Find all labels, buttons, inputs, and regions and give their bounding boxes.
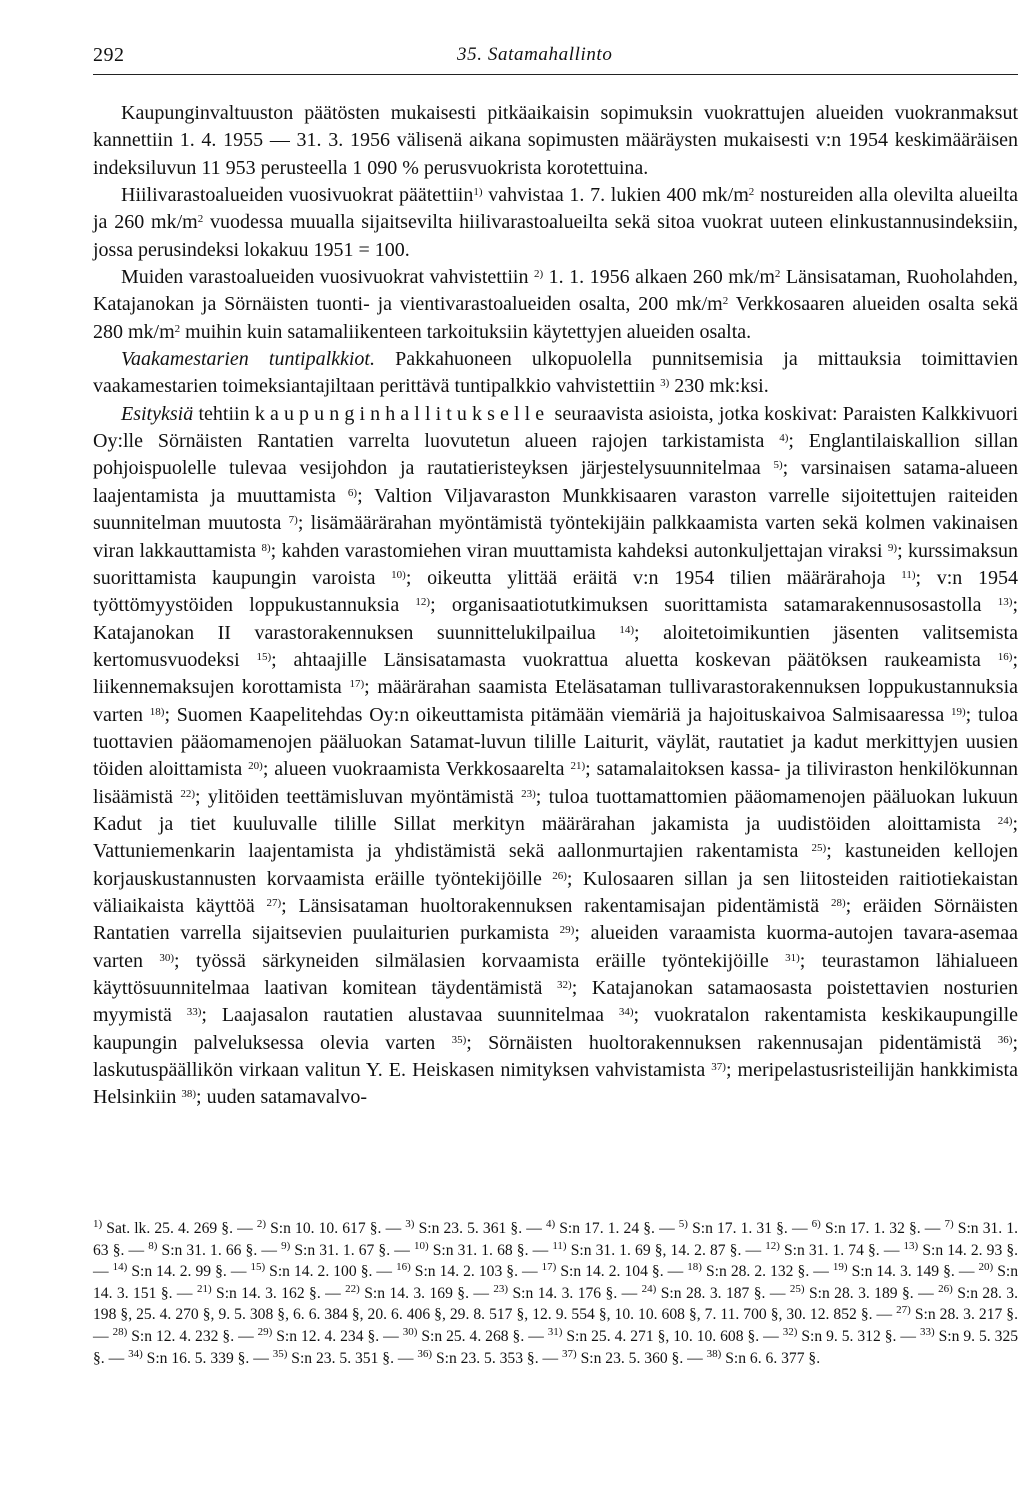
footnote: $^{7)}$ S:n 31. 1. 63 §.: [93, 1218, 1019, 1259]
footnote: $^{22)}$ S:n 14. 3. 169 §.: [345, 1282, 469, 1302]
footnote: $^{8)}$ S:n 31. 1. 66 §.: [148, 1239, 258, 1259]
text-run: ; uuden satamavalvo-: [196, 1086, 368, 1109]
text-run: ; Katajanokan satamaosasta poistettavien nosturien myymistä: [93, 977, 1018, 1027]
footnote: $^{4)}$ S:n 17. 1. 24 §.: [545, 1218, 655, 1237]
footnote-ref: 11): [901, 568, 916, 581]
text-run: Hiilivarastoalueiden vuosivuokrat päätettiin: [121, 184, 474, 207]
paragraph-weighmaster-fees: [93, 346, 1018, 401]
footnote-ref: 33): [186, 1006, 202, 1019]
text-run: ; kurssimaksun suorittamista kaupungin varoista: [93, 539, 1018, 589]
spaced-text: kaupunginhallitukselle: [254, 402, 550, 425]
footnote: $^{9)}$ S:n 31. 1. 67 §.: [281, 1239, 391, 1259]
footnote-ref: 26): [552, 869, 567, 882]
footnote-ref: 6): [347, 486, 358, 499]
text-run: ; Länsisataman huoltorakennuksen rakentamisajan pidentämistä: [281, 894, 831, 917]
footnote-ref: 29): [559, 924, 575, 937]
page-header: [93, 44, 1018, 72]
footnote-ref: 37): [711, 1061, 726, 1074]
footnote-ref: 22): [180, 787, 196, 800]
footnote: $^{12)}$ S:n 31. 1. 74 §.: [765, 1239, 880, 1259]
footnote-ref: 20): [248, 760, 263, 773]
footnote-ref: 34): [618, 1006, 634, 1019]
text-run: 1. 1. 1956 alkaen 260 mk/m: [543, 266, 775, 289]
footnote-ref: 27): [266, 896, 282, 909]
text-run: Pakkahuoneen ulkopuolella punnitsemisia ja mittauksia toimittavien vaakamestarien toimeksiantajiltaan perittävä tuntipalkkio vahvistettiin: [93, 348, 1018, 398]
footnote-ref: 9): [887, 541, 898, 554]
footnote-ref: 8): [261, 541, 271, 554]
footnote-ref: 21): [570, 760, 586, 773]
footnote-ref: 24): [997, 814, 1013, 827]
paragraph-storage-rents: [93, 264, 1018, 346]
footnote: $^{36)}$ S:n 23. 5. 353 §.: [417, 1347, 539, 1367]
footnote: $^{20)}$ S:n 14. 3. 151 §.: [93, 1261, 1019, 1302]
footnote-ref: 28): [830, 896, 846, 909]
footnote-ref: 1): [473, 186, 483, 199]
text-run: ; satamalaitoksen kassa- ja tiliviraston henkilökunnan lisäämistä: [93, 758, 1018, 808]
text-run: nostureiden alla olevilta alueilta ja 260 mk/m: [93, 184, 1019, 234]
text-run: ; Valtion Viljavaraston Munkkisaaren varaston varrelle sijoitettujen raiteiden suunnitelman muutosta: [93, 484, 1018, 535]
footnote: $^{14)}$ S:n 14. 2. 99 §.: [112, 1261, 227, 1281]
text-run: ; kahden varastomiehen viran muuttamista kahdeksi autonkuljettajan viraksi: [270, 539, 888, 562]
footnote: $^{1)}$ Sat. lk. 25. 4. 269 §.: [93, 1218, 233, 1237]
header-rule: [93, 74, 1018, 75]
text-run: ; teurastamon lähialueen käyttösuunnitelmaa laativan komitean täydentämistä: [93, 949, 1018, 999]
text-run: ; Katajanokan II varastorakennuksen suunnittelukilpailua: [93, 594, 1018, 644]
text-run: ; vuokratalon rakentamista keskikaupungille kaupungin palveluksessa olevia varten: [93, 1004, 1019, 1054]
running-head: 35. Satamahallinto: [457, 44, 613, 65]
footnote: $^{24)}$ S:n 28. 3. 187 §.: [641, 1282, 766, 1302]
footnote: $^{29)}$ S:n 12. 4. 234 §.: [257, 1325, 380, 1345]
paragraph-proposals: [93, 401, 1018, 1112]
footnote: $^{28)}$ S:n 12. 4. 232 §.: [112, 1325, 235, 1345]
footnote: $^{26)}$ S:n 28. 3. 198 §, 25. 4. 270 §, 9. 5. 308 §, 6. 6. 384 §, 20. 6. 406 §, 29. 8. 517 §, 12. 9. 554 §, 10. 10. 608 §, 7. 11. 700 §, 30. 12. 852 §.: [93, 1282, 1019, 1324]
superscript: 2: [197, 213, 204, 226]
text-run: ; Sörnäisten huoltorakennuksen rakennusajan pidentämistä: [466, 1031, 998, 1054]
paragraph-heading: Esityksiä: [121, 402, 194, 425]
footnote-ref: 31): [785, 951, 800, 964]
text-run: tehtiin: [193, 402, 255, 425]
text-run: ; tuloa tuottamattomien pääomamenojen pääluokan lukuun Kadut ja tiet kuuluvalle tilille Sillat merkityn määrärahan jakamista ja uudistöiden aloittamista: [93, 785, 1018, 835]
footnote-ref: 16): [997, 650, 1013, 663]
footnote: $^{35)}$ S:n 23. 5. 351 §.: [272, 1347, 394, 1367]
text-run: ; meripelastusristeilijän hankkimista Helsinkiin: [93, 1059, 1018, 1109]
footnote: $^{11)}$ S:n 31. 1. 69 §, 14. 2. 87 §.: [552, 1239, 742, 1259]
footnote: $^{32)}$ S:n 9. 5. 312 §.: [782, 1325, 897, 1345]
text-run: ; Englantilaiskallion sillan pohjoispuolelle tulevaa vesijohdon ja rautatieristeyksen järjestelysuunnitelmaa: [93, 430, 1018, 480]
text-run: ; oikeutta ylittää eräitä v:n 1954 tilien määrärahoja: [405, 566, 902, 589]
footnote: $^{19)}$ S:n 14. 3. 149 §.: [832, 1261, 955, 1281]
footnote: $^{10)}$ S:n 31. 1. 68 §.: [413, 1239, 529, 1259]
footnote: $^{25)}$ S:n 28. 3. 189 §.: [789, 1282, 914, 1302]
text-run: ; tuloa tuottavien pääomamenojen pääluokan Satamat-luvun tilille Laiturit, väylät, rautatiet ja kadut merkittyjen uusien töiden aloittamista: [93, 703, 1019, 781]
footnote-ref: 23): [521, 787, 536, 800]
text-run: ; Vattuniemenkarin laajentamista ja yhdistämistä sekä aallonmurtajien rakentamista: [93, 812, 1018, 863]
footnote-ref: 32): [557, 979, 572, 991]
text-run: ; kastuneiden kellojen korjauskustannusten korvaamista eräille työntekijöille: [93, 840, 1018, 890]
text-run: ; alueen vuokraamista Verkkosaarelta: [262, 758, 571, 781]
text-run: ; organisaatiotutkimuksen suorittamista satamarakennusosastolla: [430, 594, 998, 617]
footnote-list: $^{1)}$ Sat. lk. 25. 4. 269 §. — $^{2)}$ S:n 10. 10. 617 §. — $^{3)}$ S:n 23. 5. 361 §. — $^{4)}$ S:n 17. 1. 24 §. — $^{5)}$ S:n 17. 1. 31 §. — $^{6)}$ S:n 17. 1. 32 §. — $^{7)}$ S:n 31. 1. 63 §. — $^{8)}$ S:n 31. 1. 66 §. — $^{9)}$ S:n 31. 1. 67 §. — $^{10)}$ S:n 31. 1. 68 §. — $^{11)}$ S:n 31. 1. 69 §, 14. 2. 87 §. — $^{12)}$ S:n 31. 1. 74 §. — $^{13)}$ S:n 14. 2. 93 §. — $^{14)}$ S:n 14. 2. 99 §. — $^{15)}$ S:n 14. 2. 100 §. — $^{16)}$ S:n 14. 2. 103 §. — $^{17)}$ S:n 14. 2. 104 §. — $^{18)}$ S:n 28. 2. 132 §. — $^{19)}$ S:n 14. 3. 149 §. — $^{20)}$ S:n 14. 3. 151 §. — $^{21)}$ S:n 14. 3. 162 §. — $^{22)}$ S:n 14. 3. 169 §. — $^{23)}$ S:n 14. 3. 176 §. — $^{24)}$ S:n 28. 3. 187 §. — $^{25)}$ S:n 28. 3. 189 §. — $^{26)}$ S:n 28. 3. 198 §, 25. 4. 270 §, 9. 5. 308 §, 6. 6. 384 §, 20. 6. 406 §, 29. 8. 517 §, 12. 9. 554 §, 10. 10. 608 §, 7. 11. 700 §, 30. 12. 852 §. — $^{27)}$ S:n 28. 3. 217 §. — $^{28)}$ S:n 12. 4. 232 §. — $^{29)}$ S:n 12. 4. 234 §. — $^{30)}$ S:n 25. 4. 268 §. — $^{31)}$ S:n 25. 4. 271 §, 10. 10. 608 §. — $^{32)}$ S:n 9. 5. 312 §. — $^{33)}$ S:n 9. 5. 325 §. — $^{34)}$ S:n 16. 5. 339 §. — $^{35)}$ S:n 23. 5. 351 §. — $^{36)}$ S:n 23. 5. 353 §. — $^{37)}$ S:n 23. 5. 360 §. — $^{38)}$ S:n 6. 6. 377 §.: [93, 1218, 1019, 1367]
text-run: ; aloitetoimikuntien jäsenten valitsemista kertomusvuodeksi: [93, 621, 1018, 671]
footnote: $^{38)}$ S:n 6. 6. 377 §.: [706, 1347, 821, 1367]
text-run: ; eräiden Sörnäisten Rantatien varrella sijaitsevien puulaiturien purkamista: [93, 894, 1018, 945]
footnote: $^{34)}$ S:n 16. 5. 339 §.: [128, 1347, 250, 1367]
text-run: ; v:n 1954 työttömyystöiden loppukustannuksia: [93, 566, 1019, 617]
footnote-ref: 7): [288, 514, 298, 527]
footnote: $^{3)}$ S:n 23. 5. 361 §.: [405, 1218, 523, 1237]
text-run: ; liikennemaksujen korottamista: [93, 648, 1018, 699]
text-run: ; alueiden varaamista kuorma-autojen tavara-asemaa varten: [93, 922, 1018, 972]
footnote-ref: 25): [811, 842, 827, 855]
footnote: $^{33)}$ S:n 9. 5. 325 §.: [93, 1325, 1019, 1367]
text-run: ; työssä särkyneiden silmälasien korvaamista eräille työntekijöille: [174, 949, 786, 972]
text-run: muihin kuin satamaliikenteen tarkoituksiin käytettyjen alueiden osalta.: [180, 320, 752, 343]
text-run: ; varsinaisen satama-alueen laajentamista ja muuttamista: [93, 457, 1018, 507]
footnote-ref: 35): [451, 1033, 467, 1046]
footnote: $^{37)}$ S:n 23. 5. 360 §.: [562, 1347, 684, 1367]
footnote-ref: 10): [391, 568, 406, 581]
footnote: $^{6)}$ S:n 17. 1. 32 §.: [811, 1218, 921, 1237]
footnote-ref: 12): [415, 596, 431, 609]
text-run: 230 mk:ksi.: [669, 375, 769, 398]
page-number: 292: [93, 44, 125, 66]
footnote-ref: 30): [159, 951, 175, 964]
footnote-ref: 38): [181, 1088, 197, 1101]
footnote-ref: 4): [779, 432, 789, 445]
text-run: ; ahtaajille Länsisatamasta vuokrattua aluetta koskevan päätöksen raukeamista: [271, 648, 998, 671]
superscript: 2: [774, 268, 781, 281]
text-run: ; määrärahan saamista Eteläsataman tullivarastorakennuksen loppukustannuksia varten: [93, 676, 1018, 726]
footnote-ref: 3): [660, 377, 670, 390]
footnotes: [93, 1218, 1018, 1369]
text-run: Muiden varastoalueiden vuosivuokrat vahvistettiin: [121, 266, 534, 289]
footnote: $^{30)}$ S:n 25. 4. 268 §.: [402, 1325, 525, 1345]
footnote-ref: 18): [149, 705, 165, 718]
text-run: vahvistaa 1. 7. lukien 400 mk/m: [482, 184, 749, 207]
superscript: 2: [748, 186, 755, 199]
text-run: ; Laajasalon rautatien alustavaa suunnitelmaa: [201, 1004, 619, 1027]
footnote: $^{27)}$ S:n 28. 3. 217 §.: [896, 1304, 1018, 1324]
footnote-ref: 2): [533, 268, 544, 281]
text-run: ; laskutuspäällikön virkaan valitun Y. E. Heiskasen nimityksen vahvistamista: [93, 1031, 1018, 1082]
text-run: Länsisataman, Ruoholahden, Katajanokan ja Sörnäisten tuonti- ja vientivarastoalueiden osalta, 200 mk/m: [93, 266, 1018, 316]
footnote: $^{15)}$ S:n 14. 2. 100 §.: [250, 1261, 373, 1281]
paragraph-coal-storage-rents: [93, 182, 1018, 264]
footnote: $^{2)}$ S:n 10. 10. 617 §.: [256, 1218, 382, 1237]
footnote: $^{31)}$ S:n 25. 4. 271 §, 10. 10. 608 §.: [547, 1325, 760, 1345]
text-run: ; ylitöiden teettämisluvan myöntämistä: [195, 785, 522, 808]
paragraph-heading: Vaakamestarien tuntipalkkiot.: [121, 348, 375, 371]
text-run: vuodessa muualla sijaitsevilta hiilivarastoalueilta sekä sitoa vuokrat uuteen elinkustannusindeksiin, jossa perusindeksi lokakuu 1951 = 100.: [93, 211, 1018, 261]
text-run: seuraavista asioista, jotka koskivat: Paraisten Kalkkivuori Oy:lle Sörnäisten Rantatien varrelta luovutetun alueen rajojen tarkistamista: [93, 402, 1019, 453]
footnote-ref: 13): [997, 596, 1013, 609]
footnote-ref: 36): [997, 1033, 1013, 1046]
footnote: $^{18)}$ S:n 28. 2. 132 §.: [687, 1261, 810, 1281]
footnote: $^{17)}$ S:n 14. 2. 104 §.: [541, 1261, 664, 1281]
footnote: $^{5)}$ S:n 17. 1. 31 §.: [678, 1218, 788, 1237]
footnote: $^{16)}$ S:n 14. 2. 103 §.: [396, 1261, 518, 1281]
footnote-ref: 14): [619, 623, 635, 636]
text-run: ; Suomen Kaapelitehdas Oy:n oikeuttamista pitämään viemäriä ja hajoituskaivoa Salmisaaressa: [164, 703, 951, 726]
body-text: [93, 100, 1018, 1112]
footnote-ref: 5): [773, 459, 783, 472]
text-run: Verkkosaaren alueiden osalta sekä 280 mk/m: [93, 293, 1018, 343]
footnote: $^{23)}$ S:n 14. 3. 176 §.: [493, 1282, 618, 1302]
paragraph-rent-indexation: Kaupunginvaltuuston päätösten mukaisesti pitkäaikaisin sopimuksin vuokrattujen alueiden vuokranmaksut kannettiin 1. 4. 1955 — 31. 3. 1956 välisenä aikana sopimusten määräysten mukaisesti v:n 1954 keskimääräisen indeksiluvun 11 953 perusteella 1 090 % perusvuokrista korotettuina.: [93, 102, 1018, 179]
footnote: $^{13)}$ S:n 14. 2. 93 §.: [903, 1239, 1019, 1259]
superscript: 2: [722, 295, 729, 308]
footnote-ref: 19): [951, 705, 966, 718]
footnote-ref: 15): [256, 650, 272, 663]
footnote: $^{21)}$ S:n 14. 3. 162 §.: [196, 1282, 321, 1302]
superscript: 2: [174, 322, 181, 335]
text-run: ; lisämäärärahan myöntämistä työntekijäin palkkaamista varten sekä kolmen vakinaisen viran lakkauttamista: [93, 512, 1018, 562]
text-run: ; Kulosaaren sillan ja sen liitosteiden raitiotiekaistan väliaikaista käyttöä: [93, 867, 1018, 917]
footnote-ref: 17): [349, 678, 365, 691]
